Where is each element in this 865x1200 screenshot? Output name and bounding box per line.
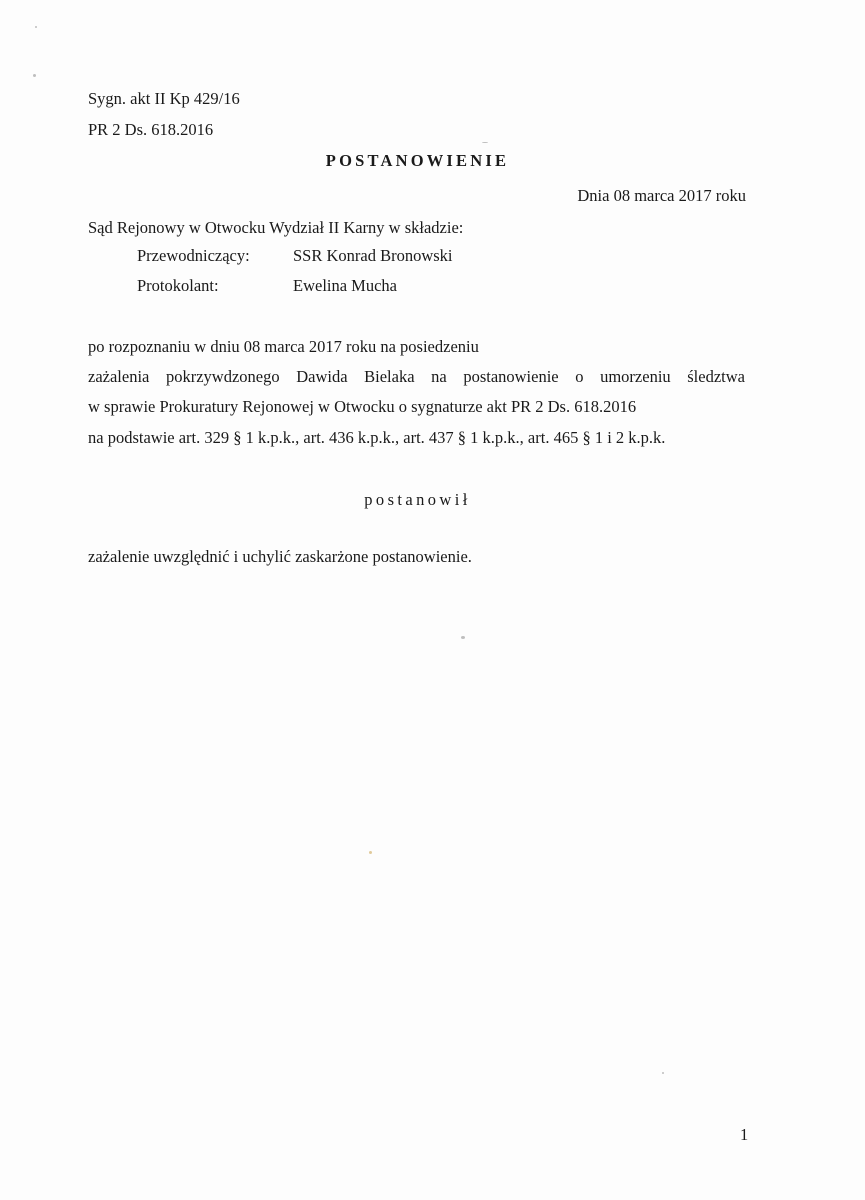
document-title: POSTANOWIENIE <box>325 151 510 170</box>
scan-speck <box>482 142 488 143</box>
resolution-text: zażalenie uwzględnić i uchylić zaskarżone postanowienie. <box>88 547 472 566</box>
document-date: Dnia 08 marca 2017 roku <box>577 186 746 205</box>
body-line: po rozpoznaniu w dniu 08 marca 2017 roku na posiedzeniu <box>88 337 479 356</box>
scan-speck <box>35 26 37 28</box>
presiding-judge-label: Przewodniczący: <box>137 246 250 265</box>
court-clerk-label: Protokolant: <box>137 276 219 295</box>
page-number: 1 <box>740 1125 749 1144</box>
prosecutor-signature: PR 2 Ds. 618.2016 <box>88 120 214 139</box>
scan-speck <box>662 1072 664 1074</box>
case-signature: Sygn. akt II Kp 429/16 <box>88 89 240 108</box>
scan-speck <box>369 851 372 854</box>
body-line: w sprawie Prokuratury Rejonowej w Otwocku o sygnaturze akt PR 2 Ds. 618.2016 <box>88 397 637 416</box>
scan-speck <box>461 636 465 639</box>
court-name: Sąd Rejonowy w Otwocku Wydział II Karny w składzie: <box>88 218 464 237</box>
body-line: zażalenia pokrzywdzonego Dawida Bielaka na postanowienie o umorzeniu śledztwa <box>88 367 745 386</box>
decision-heading: postanowił <box>364 490 471 509</box>
scan-speck <box>33 74 36 77</box>
presiding-judge-name: SSR Konrad Bronowski <box>293 246 453 265</box>
body-line: na podstawie art. 329 § 1 k.p.k., art. 436 k.p.k., art. 437 § 1 k.p.k., art. 465 § 1 i 2 k.p.k. <box>88 428 666 447</box>
court-clerk-name: Ewelina Mucha <box>293 276 398 295</box>
